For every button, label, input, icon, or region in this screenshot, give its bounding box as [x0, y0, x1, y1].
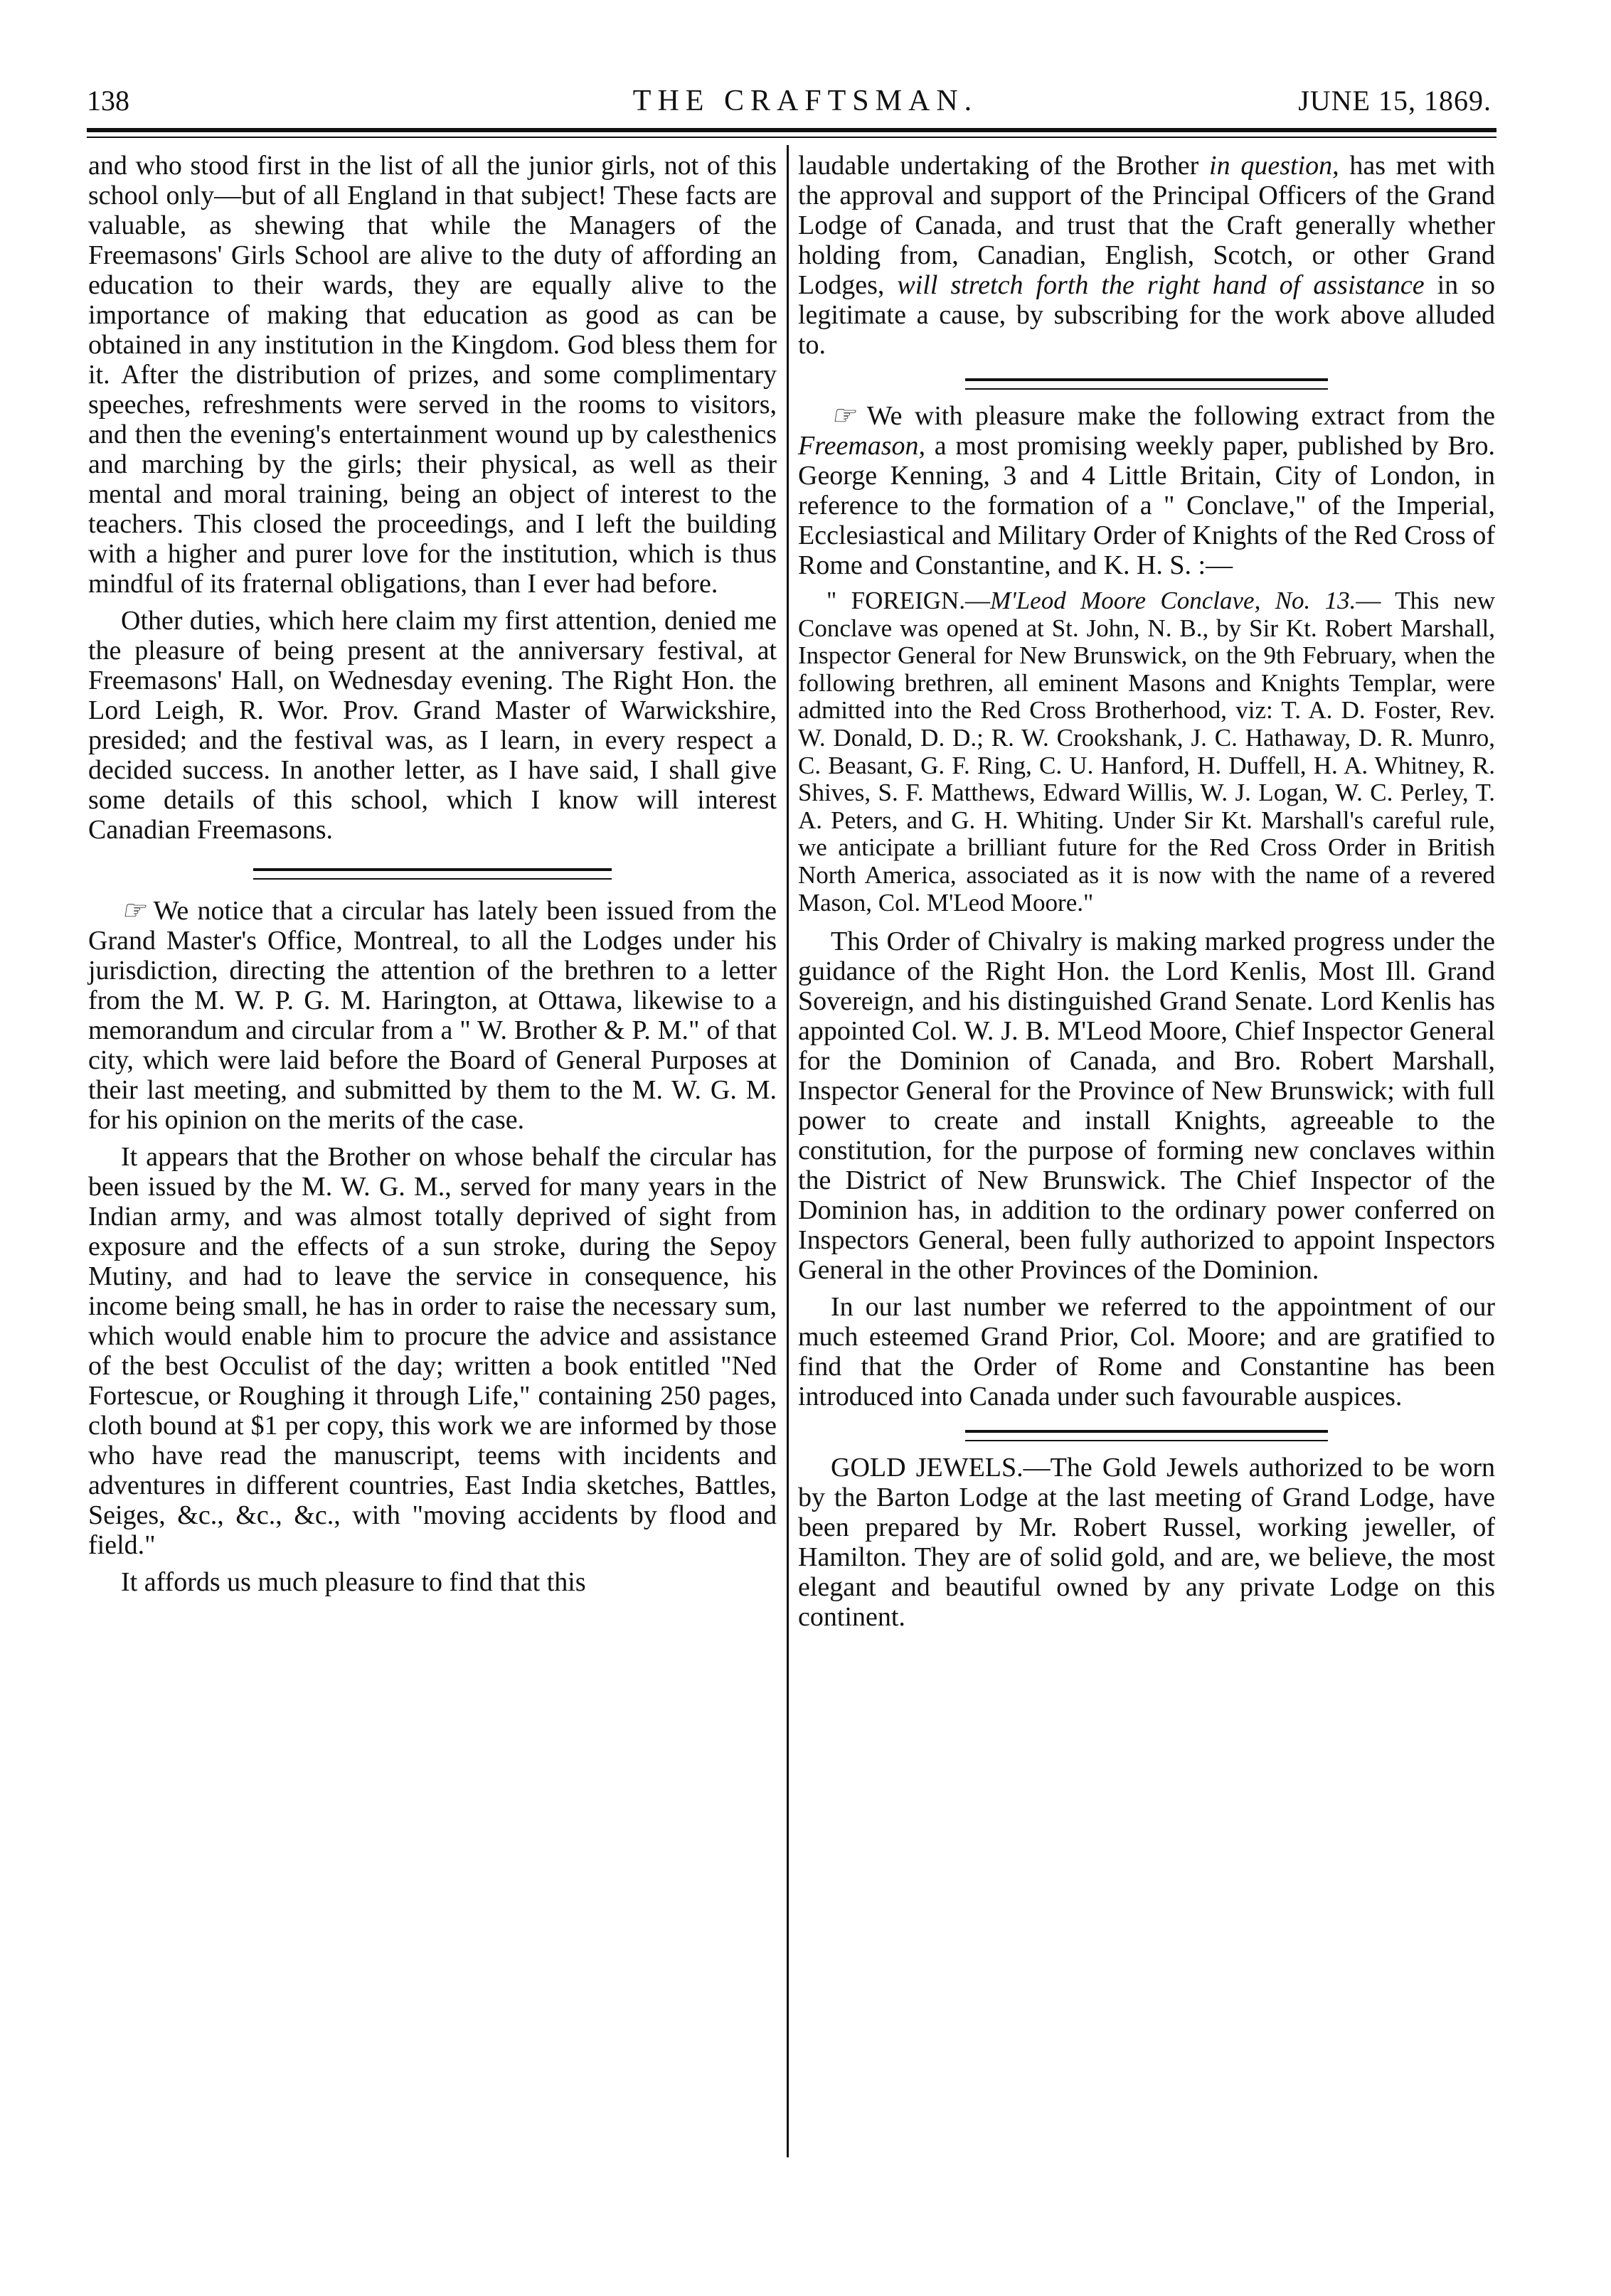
anniversary-festival-paragraph: Other duties, which here claim my first attention, denied me the pleasure of being present at the anniversary festival, at Freemasons' Hall, on Wednesday evening. The Right Hon. the Lord Leigh, R. Wor. Prov. Grand Master of Warwickshire, presided; and the festival was, as I learn, in every respect a decided success. In another letter, as I have said, I shall give some details of this school, which I know will interest Canadian Freemasons.: [88, 606, 777, 845]
pointing-hand-icon: ☞: [831, 401, 856, 431]
girls-school-paragraph: and who stood first in the list of all the junior girls, not of this school only—but of all England in that subject! These facts are valuable, as shewing that while the Managers of the Freemasons' Girls School are alive to the duty of affording an education to their wards, they are equally alive to the importance of making that education as good as can be obtained in any institution in the Kingdom. God bless them for it. After the distribution of prizes, and some complimentary speeches, refreshments were served in the rooms to visitors, and then the evening's entertainment wound up by calesthenics and marching by the girls; their physical, as well as their mental and moral training, being an object of interest to the teachers. This closed the proceedings, and I left the building with a higher and purer love for the institution, which is thus mindful of its fraternal obligations, than I ever had before.: [88, 151, 777, 599]
masthead-title: THE CRAFTSMAN.: [632, 85, 979, 117]
laudable-middle: has met with the approval and support of the Principal Officers of the Grand Lodge of Canada, and trust that the Craft generally whether holding from, Canadian, English, Scotch, or other Grand Lodges,: [798, 151, 1496, 300]
left-column: [88, 151, 777, 1604]
issue-date: JUNE 15, 1869.: [1298, 85, 1492, 117]
quote-lead: " FOREIGN.—: [826, 587, 991, 614]
circular-notice-paragraph: [88, 896, 777, 1135]
freemason-paper-name: Freemason,: [798, 431, 926, 461]
gold-jewels-heading: GOLD JEWELS.: [831, 1453, 1024, 1483]
circular-notice-text: We notice that a circular has lately been issued from the Grand Master's Office, Montreal, to all the Lodges under his jurisdiction, directing the attention of the brethren to a letter from the M. W. P. G. M. Harington, at Ottawa, likewise to a memorandum and circular from a " W. Brother & P. M." of that city, which were laid before the Board of General Purposes at their last meeting, and submitted by them to the M. W. G. M. for his opinion on the merits of the case.: [88, 896, 777, 1135]
grand-prior-paragraph: In our last number we referred to the appointment of our much esteemed Grand Prior, Col. Moore; and are gratified to find that the Order of Rome and Constantine has been introduced into Canada under such favourable auspices.: [798, 1292, 1495, 1412]
page-number: 138: [87, 85, 129, 117]
conclave-name: M'Leod Moore Conclave, No. 13.: [990, 587, 1356, 614]
order-of-chivalry-paragraph: This Order of Chivalry is making marked progress under the guidance of the Right Hon. the Lord Kenlis, Most Ill. Grand Sovereign, and his distinguished Grand Senate. Lord Kenlis has appointed Col. W. J. B. M'Leod Moore, Chief Inspector General for the Dominion of Canada, and Bro. Robert Marshall, Inspector General for the Province of New Brunswick; with full power to create and install Knights, agreeable to the constitution, for the purpose of forming new conclaves within the District of New Brunswick. The Chief Inspector of the Dominion has, in addition to the ordinary power conferred on Inspectors General, been fully authorized to appoint Inspectors General in the other Provinces of the Dominion.: [798, 927, 1495, 1286]
header-rule-thin: [87, 137, 1496, 138]
gold-jewels-paragraph: [798, 1453, 1495, 1632]
laudable-italic-question: in question,: [1209, 151, 1339, 181]
laudable-end: in so legitimate a cause, by subscribing for the work above alluded to.: [798, 270, 1495, 360]
column-divider: [787, 145, 789, 2157]
right-column: [798, 151, 1495, 1639]
section-separator: [798, 1419, 1495, 1453]
extract-intro-end: a most promising weekly paper, published by Bro. George Kenning, 3 and 4 Little Britain, City of London, in reference to the formation of a " Conclave," of the Imperial, Ecclesiastical and Military Order of Knights of the Red Cross of Rome and Constantine, and K. H. S. :—: [798, 431, 1495, 580]
gold-jewels-text: —The Gold Jewels authorized to be worn by the Barton Lodge at the last meeting of Grand Lodge, have been prepared by Mr. Robert Russel, working jeweller, of Hamilton. They are of solid gold, and are, we believe, the most elegant and beautiful owned by any private Lodge on this continent.: [798, 1453, 1496, 1633]
section-separator: [88, 852, 777, 896]
extract-intro-start: We with pleasure make the following extract from the: [866, 401, 1495, 431]
brother-book-paragraph: It appears that the Brother on whose behalf the circular has been issued by the M. W. G. M., served for many years in the Indian army, and was almost totally deprived of sight from exposure and the effects of a sun stroke, during the Sepoy Mutiny, and had to leave the service in consequence, his income being small, he has in order to raise the necessary sum, which would enable him to procure the advice and assistance of the best Occulist of the day; written a book entitled "Ned Fortescue, or Roughing it through Life," containing 250 pages, cloth bound at $1 per copy, this work we are informed by those who have read the manuscript, teems with incidents and adventures in different countries, East India sketches, Battles, Seiges, &c., &c., &c., with "moving accidents by flood and field.": [88, 1142, 777, 1560]
quote-body: — This new Conclave was opened at St. John, N. B., by Sir Kt. Robert Marshall, Inspector General for New Brunswick, on the 9th February, when the following brethren, all eminent Masons and Knights Templar, were admitted into the Red Cross Brotherhood, viz: T. A. D. Foster, Rev. W. Donald, D. D.; R. W. Crookshank, J. C. Hathaway, D. R. Munro, C. Beasant, G. F. Ring, C. U. Hanford, H. Duffell, H. A. Whitney, R. Shives, S. F. Matthews, Edward Willis, W. J. Logan, W. C. Perley, T. A. Peters, and G. H. Whiting. Under Sir Kt. Marshall's careful rule, we anticipate a brilliant future for the Red Cross Order in British North America, associated as it is now with the name of a revered Mason, Col. M'Leod Moore.": [798, 587, 1495, 917]
conclave-quote: [798, 587, 1495, 917]
pleasure-paragraph: It affords us much pleasure to find that this: [121, 1567, 586, 1597]
section-separator: [798, 367, 1495, 401]
header-rule-thick: [87, 128, 1496, 132]
pointing-hand-icon: ☞: [121, 896, 146, 926]
freemason-extract-paragraph: [798, 401, 1495, 580]
laudable-start: laudable undertaking of the Brother: [798, 151, 1199, 181]
laudable-undertaking-paragraph: [798, 151, 1495, 360]
laudable-italic-hand: will stretch forth the right hand of assistance: [897, 270, 1425, 300]
